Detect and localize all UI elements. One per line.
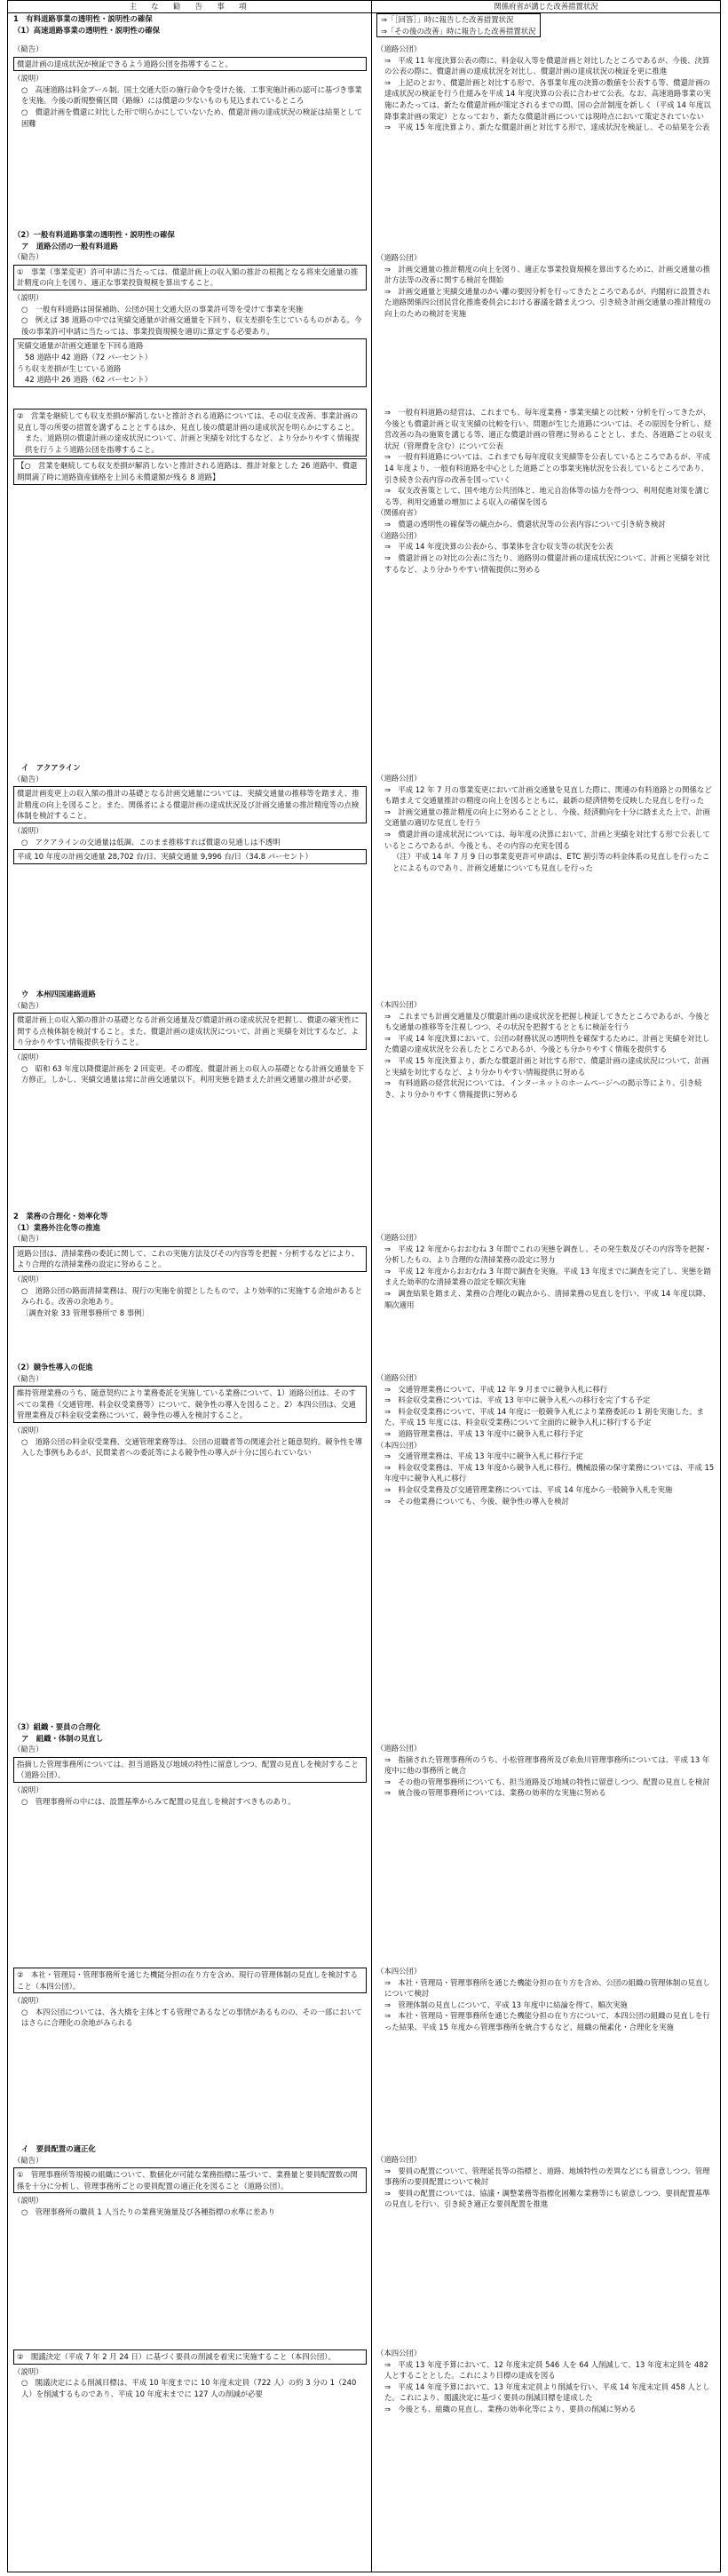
label-setsumei: （説明） <box>13 2366 44 2376</box>
measure-item: ⇒ 有料道路の経営状況については、インターネットのホームページへの掲示等により、引き続き、より分かりやすく情報提供に努める <box>384 1078 702 1099</box>
table-body <box>7 12 721 2572</box>
subsection-title: （1）高速道路事業の透明性・説明性の確保 <box>13 25 160 35</box>
label-kankoku: （勧告） <box>13 1000 44 1010</box>
label-kankoku: （勧告） <box>13 774 44 783</box>
section-title: 1 有料道路事業の透明性・説明性の確保 <box>13 14 153 23</box>
recommendation-box: 維持管理業務のうち、随意契約により業務委託を実施している業務について、1）道路公団は、そのすべての業務（交通管理、料金収受業務等）について、競争性の導入を図ること。2）本四公団は、交通管理業務及び料金収受業務について、競争性の導入を検討すること。 <box>13 1386 367 1423</box>
org-label: （道路公団） <box>376 2155 422 2164</box>
label-kankoku: （勧告） <box>13 1234 44 1244</box>
measure-item: ⇒ 本社・管理局・管理事務所を通じた機能分担の在り方を含め、公団の組織の管理体制の見直しについて検討 <box>384 1977 710 1999</box>
legend-item: ⇒「［回答］」時に報告した改善措置状況 <box>381 15 514 24</box>
subsection-title: （3）組織・要員の合理化 <box>13 1722 100 1731</box>
recommendation-box: ① 管理事務所等規模の組織について、数値化が可能な業務指標に基づいて、業務量と要員配置数の関係を十分に分析し、管理事務所ごとの要員配置の適正化を図ること（道路公団）。 <box>13 2167 367 2193</box>
org-label: （関係府省） <box>376 508 422 518</box>
legend-box <box>376 13 541 37</box>
subsection-title: ア 組織・体制の見直し <box>21 1733 104 1743</box>
data-line: 42 道路中 26 道路（62 パーセント） <box>25 375 152 385</box>
org-label: （道路公団） <box>376 1233 422 1242</box>
measure-item: ⇒ 交通管理業務について、平成 12 年 9 月までに競争入札に移行 <box>384 1384 608 1394</box>
explanation-item: ○ 本四公団については、各大橋を主体とする管理であるなどの事情があるものの、その一部においてはさらに合理化の余地がみられる <box>21 2007 362 2028</box>
measure-item: ⇒ 管理体制の見直しについて、平成 13 年度中に結論を得て、順次実施 <box>384 2000 628 2009</box>
measure-item: ⇒ 平成 12 年度からおおむね 3 年間で調査を実施。平成 13 年度までに調査を完了し、実態を踏まえた効率的な清掃業務の設定を順次実施 <box>384 1266 711 1287</box>
label-kankoku: （勧告） <box>13 252 44 262</box>
measure-item: ⇒ 料金収受業務及び交通管理業務については、平成 14 年度から一般競争入札を実施 <box>384 1485 673 1495</box>
explanation-item: ○ 道路公団の料金収受業務、交通管理業務等は、公団の退職者等の関連会社と随意契約。競争性を導入した事例もあるが、民間業者への委託等による競争性の導入が十分に図られていない <box>21 1436 363 1458</box>
explanation-item: ○ 償還計画を償還に対比した形で明らかにしていないため、償還計画の達成状況の検証は結果として困難 <box>21 107 362 128</box>
explanation-item: ○ 一般有料道路は国保補助、公団が国土交通大臣の事業許可等を受けて事業を実施 <box>21 304 304 314</box>
measure-item: ⇒ 償還の透明性の確保等の観点から、償還状況等の公表内容について引き続き検討 <box>384 520 666 529</box>
label-setsumei: （説明） <box>13 1275 44 1284</box>
label-setsumei: （説明） <box>13 293 44 303</box>
measure-item: ⇒ 料金収受業務については、平成 13 年中に競争入札への移行を完了する予定 <box>384 1395 651 1405</box>
data-box: 平成 10 年度の計画交通量 28,702 台/日、実績交通量 9,996 台/日（34.8 パーセント） <box>13 849 367 864</box>
measure-item: ⇒ 償還計画の達成状況については、毎年度の決算において、計画と実績を対比する形で公表しているところであるが、今後とも、その内容の充実を図る <box>384 830 710 850</box>
org-label: （本四公団） <box>376 1440 422 1450</box>
measure-item: ⇒ 計画交通量と実績交通量のかい離の要因分析を行ってきたところであるが、内閣府に設置された道路関係四公団民営化推進委員会における審議を踏まえつつ、引き続き計画交通量の推計精度の向上のための検討を実施 <box>384 286 711 319</box>
measure-item: ⇒ 平成 14 年度決算の公表から、事業体を含む収支等の状況を公表 <box>384 542 613 552</box>
subsection-title: イ アクアライン <box>21 763 81 772</box>
recommendation-box <box>13 409 367 457</box>
label-setsumei: （説明） <box>13 1996 44 2006</box>
recommendation-box: 指摘した管理事務所については、担当道路及び地域の特性に留意しつつ、配置の見直しを検討すること（道路公団）。 <box>13 1757 367 1783</box>
recommendation-box: 償還計画の達成状況が検証できるよう道路公団を指導すること。 <box>13 57 367 72</box>
measure-item: ⇒ 平成 14 年度予算において、13 年度末定員より削減を行い、平成 14 年度末定員 458 人とした。これにより、閣議決定に基づく要員の削減目標を達成した <box>384 2381 710 2403</box>
explanation-item: ○ 閣議決定による削減目標は、平成 10 年度までに 10 年度末定員（722 人）の約 3 分の 1（240 人）を削減するものであり、平成 10 年度末までに 127 人の削減が必要 <box>21 2378 357 2398</box>
explanation-item: ○ 管理事務所の中には、設置基準からみて配置の見直しを検討すべきものあり。 <box>21 1796 296 1806</box>
org-label: （道路公団） <box>376 774 422 783</box>
data-line: 実績交通量が計画交通量を下回る道路 <box>17 341 144 351</box>
measure-item: ⇒ 料金収受業務は、平成 13 年度から競争入札に移行。機械設備の保守業務については、平成 15 年度中に競争入札に移行 <box>384 1462 715 1483</box>
measure-item: ⇒ これまでも計画交通量及び償還計画の達成状況を把握し検証してきたところであるが、今後とも交通量の推移等を注視しつつ、その状況を把握するとともに検証を行う <box>384 1011 711 1032</box>
measure-item: ⇒ 道路管理業務は、平成 13 年度中に競争入札に移行予定 <box>384 1429 583 1439</box>
column-divider <box>371 12 372 2572</box>
org-label: （本四公団） <box>376 2349 422 2357</box>
subsection-title: ア 道路公団の一般有料道路 <box>21 241 118 250</box>
measure-item: ⇒ 一般有料道路については、これまでも毎年度収支実績等を公表しているところであるが、平成 14 年度より、一般有料道路を中心とした道路ごとの事業実施状況を公表しているところであり、引き続き公表内容の改善を図っていく <box>384 452 710 484</box>
subsection-title: （1）業務外注化等の推進 <box>13 1222 100 1232</box>
recommendation-box: ② 本社・管理局・管理事務所を通じた機能分担の在り方を含め、現行の管理体制の見直しを検討すること（本四公団）。 <box>13 1968 367 1993</box>
subsection-title: （2）競争性導入の促進 <box>13 1363 93 1371</box>
measure-item: ⇒ 計画交通量の推計精度の向上に努めることとし、今後、経済動向を十分に踏まえた上で、計画交通量の適切な見直しを行う <box>384 807 710 828</box>
org-label: （道路公団） <box>376 1373 422 1382</box>
label-kankoku: （勧告） <box>13 1745 44 1754</box>
measure-item: ⇒ 統合後の管理事務所については、業務の効率的な実施に努める <box>384 1788 606 1798</box>
measure-item: ⇒ 平成 12 年度からおおむね 3 年間でこれの実態を調査し、その発生数及びその内容等を把握・分析したもの、より合理的な清掃業務の設定に努力 <box>384 1244 712 1265</box>
recommendation-box: ② 閣議決定（平成 7 年 2 月 24 日）に基づく要員の削減を着実に実施すること（本四公団）。 <box>13 2349 367 2365</box>
measure-item: ⇒ 計画交通量の推計精度の向上を図り、適正な事業投資規模を算出するために、計画交通量の推計方法等の改善に関する検討を開始 <box>384 264 711 285</box>
measure-item: ⇒ 本社・管理局・管理事務所を通じた機能分担の在り方について、本四公団の組織の見直しを行った結果、平成 15 年度から管理事務所を統合するなど、組織の簡素化・合理化を実施 <box>384 2011 710 2032</box>
explanation-item: ○ 昭和 63 年度以降償還計画を 2 回変更。その都度、償還計画上の収入の基礎となる計画交通量を下方修正。しかし、実績交通量は常に計画交通量以下。利用実態を踏まえた計画交通量の推計が必要。 <box>21 1063 364 1085</box>
label-setsumei: （説明） <box>13 1053 44 1062</box>
recommendation-box: 道路公団は、清掃業務の委託に関して、これの実施方法及びその内容等を把握・分析するなどにより、より合理的な清掃業務の設定に努めること。 <box>13 1246 367 1272</box>
explanation-item: ○ 管理事務所の職員 1 人当たりの業務実施量及び各種指標の水準に差あり <box>21 2207 275 2217</box>
legend-item: ⇒「その後の改善」時に報告した改善措置状況 <box>381 26 536 36</box>
label-kankoku: （勧告） <box>13 2155 44 2165</box>
measure-item: ⇒ 平成 12 年 7 月の事業変更において計画交通量を見直した際に、関連の有料道路との関係なども踏まえて交通量推計の精度の向上を図るとともに、最新の経済情勢を反映した見直しを行った <box>384 784 712 806</box>
subsection-title: ウ 本州四国連絡道路 <box>21 990 96 998</box>
data-box: 【○ 営業を継続しても収支差損が解消しないと推計される道路は、推計対象とした 26 道路中、償還期間満了時に道路資産価格を上回る未償還額が残る 8 道路】 <box>13 458 367 484</box>
measure-item: ⇒ 要員の配置について、管理延長等の指標と、道路、地域特性の差異などにも留意しつつ、管理事務所の要員配置について検討 <box>384 2166 710 2187</box>
measure-item: ⇒ 交通管理業務は、平成 13 年度中に競争入札に移行予定 <box>384 1451 583 1461</box>
measure-item: ⇒ 平成 14 年度決算において、公団の財務状況の透明性を確保するために、計画と実績を対比した償還の達成状況を公表したところであるが、今後とも分かりやすく情報を提供する <box>384 1033 710 1054</box>
explanation-item: 〔調査対象 33 管理事務所で 8 事例〕 <box>21 1308 149 1317</box>
explanation-item: ○ 道路公団の路面清掃業務は、現行の実施を前提としたもので、より効率的に実施する余地があるとみられる。改善の余地あり。 <box>21 1285 363 1307</box>
header-right: 関係府省が講じた改善措置状況 <box>494 2 598 11</box>
measure-item: ⇒ 指摘された管理事務所のうち、小松管理事務所及び糸魚川管理事務所については、平成 13 年度中に他の事務所と統合 <box>384 1754 710 1776</box>
org-label: （道路公団） <box>376 1744 422 1753</box>
measure-item: ⇒ 収支改善策として、国や地方公共団体と、地元自治体等の協力を得つつ、利用促進対策を講じる等、利用交通量の増加による収入の確保を図る <box>384 486 710 506</box>
measure-item: ⇒ 調査結果を踏まえ、業務の合理化の観点から、清掃業務の見直しを行い、平成 14 年度以降、順次適用 <box>384 1289 710 1309</box>
subsection-title: （2）一般有料道路事業の透明性・説明性の確保 <box>13 230 175 239</box>
measure-item: ⇒ 償還計画との対比の公表に当たり、道路別の償還計画の達成状況について、計画と実績を対比するなど、より分かりやすい情報提供に努める <box>384 553 710 574</box>
label-setsumei: （説明） <box>13 826 44 836</box>
org-label: （道路公団） <box>376 530 422 540</box>
measure-item: ⇒ 要員の配置については、協議・調整業務等指標化困難な業務等にも留意しつつ、要員配置基準の見直しを行い、引き続き適正な要員配置を推進 <box>384 2188 710 2209</box>
measure-item: ⇒ 上記のとおり、償還計画と対比する形で、各事業年度の決算の数値を公表する等、償還計画の達成状況の検証を行う仕組みを平成 14 年度決算の公表に合わせて公表。なお、高速道路事業の実施にあたっては、新たな償還計画が策定されるまでの間、国の会計制度を新しく（平成 14 年度以降事業計画の策定）となっており、新たな償還計画については現時点において策定されていない <box>384 77 711 121</box>
recommendation-box: 償還計画上の収入額の推計の基礎となる計画交通量及び償還計画の達成状況を把握し、償還の確実性に関する点検体制を検討すること。また、償還計画の達成状況について、計画と実績を対比するなど、より分かりやすい情報提供を行うこと。 <box>13 1013 367 1050</box>
recommendation-text: また、道路別の償還計画の達成状況について、計画と実績を対比するなど、より分かりやすく情報提供を行うよう道路公団を指導すること。 <box>25 433 360 454</box>
measure-item: ⇒ 一般有料道路の経営は、これまでも、毎年度業務・事業実績との比較・分析を行ってきたが、今後とも償還計画と収支実績の比較を行い、問題が生じた道路については、その原因を分析し、経営改善の為の施策を講じる等、適正な償還計画の管理に努めることとし、また、各道路ごとの収支状況（管理費を含む）について公表 <box>384 408 712 450</box>
label-setsumei: （説明） <box>13 74 44 83</box>
data-box <box>13 338 367 386</box>
label-setsumei: （説明） <box>13 1426 44 1435</box>
section-title: 2 業務の合理化・効率化等 <box>13 1212 108 1220</box>
label-kankoku: （勧告） <box>13 1373 44 1383</box>
measure-item: ⇒ 料金収受業務について、平成 14 年度に一般競争入札により業務委託の 1 割を実施した。また、平成 15 年度には、料金収受業務について全面的に競争入札に移行する予定 <box>384 1406 704 1427</box>
explanation-item: ○ アクアラインの交通量は低調、このまま推移すれば償還の見通しは不透明 <box>21 837 281 847</box>
org-label: （本四公団） <box>376 1000 422 1009</box>
recommendation-box: 償還計画変更上の収入額の推計の基礎となる計画交通量については、実績交通量の推移等を踏まえ、推計精度の向上を図ること。また、関係者による償還計画の達成状況及び計画交通量の推計精度等の点検体制を検討すること。 <box>13 786 367 823</box>
org-label: （道路公団） <box>376 253 422 262</box>
subsection-title: イ 要員配置の適正化 <box>21 2144 96 2153</box>
recommendation-text: ② 営業を継続しても収支差損が解消しないと推計される道路については、その収支改善、事業計画の見直し等の所要の措置を講ずることとするほか、見直し後の償還計画の達成状況を明らかにすること。 <box>17 411 360 432</box>
data-line: 58 道路中 42 道路（72 パーセント） <box>25 353 152 362</box>
measure-item: ⇒ 平成 15 年度決算より、新たな償還計画と対比する形で、償還計画の達成状況について、計画と実績を対比するなど、より分かりやすい情報提供に努める <box>384 1056 709 1077</box>
data-line: うち収支差損が生じている道路 <box>17 363 122 373</box>
measure-item: ⇒ 平成 11 年度決算公表の際に、料金収入等を償還計画と対比したところであるが、今後、決算の公表の際に、償還計画の達成状況を対比し、償還計画の達成状況の検証を更に推進 <box>384 55 710 76</box>
measure-item: ⇒ その他業務についても、今後、競争性の導入を検討 <box>384 1496 569 1506</box>
measure-item: ⇒ その他の管理事務所についても、担当道路及び地域の特性に留意しつつ、配置の見直しを検討 <box>384 1777 710 1786</box>
measure-item: ⇒ 今後とも、組織の見直し、業務の効率化等により、要員の削減に努める <box>384 2405 637 2414</box>
explanation-item: ○ 高速道路は料金プール制。国土交通大臣の施行命令を受けた後、工事実施計画の認可に基づき事業を実施。今後の新規整備区間（路線）には償還の少ないものも見込まれているところ <box>21 84 362 106</box>
org-label: （道路公団） <box>376 44 422 53</box>
measure-item: ⇒ 平成 13 年度予算において、12 年度末定員 546 人を 64 人削減して、13 年度末定員を 482 人とすることとした。これにより目標の達成を図る <box>384 2359 708 2381</box>
org-label: （本四公団） <box>376 1967 422 1976</box>
header-left: 主 な 勧 告 事 項 <box>8 1 372 12</box>
explanation-item: ○ 例えば 38 道路の中では実績交通量が計画交通量を下回り、収支差損を生じているものがある。今後の事業許可申請に当たっては、事業投資規模を適切に算定する必要あり。 <box>21 315 362 336</box>
recommendation-box: ① 事業（事業変更）許可申請に当たっては、償還計画上の収入額の推計の根拠となる将来交通量の推計精度の向上を図り、適正な事業投資規模を算出すること。 <box>13 265 367 290</box>
label-setsumei: （説明） <box>13 2196 44 2206</box>
label-setsumei: （説明） <box>13 1785 44 1795</box>
note-item: （注）平成 14 年 7 月 9 日の事業変更許可申請は、ETC 割引等の料金体系の見直しを行ったことによるものであり、計画交通量についても見直しを行った <box>392 852 710 872</box>
label-kankoku: （勧告） <box>13 44 44 53</box>
measure-item: ⇒ 平成 15 年度決算より、新たな償還計画と対比する形で、達成状況を検証し、その結果を公表 <box>384 123 710 132</box>
